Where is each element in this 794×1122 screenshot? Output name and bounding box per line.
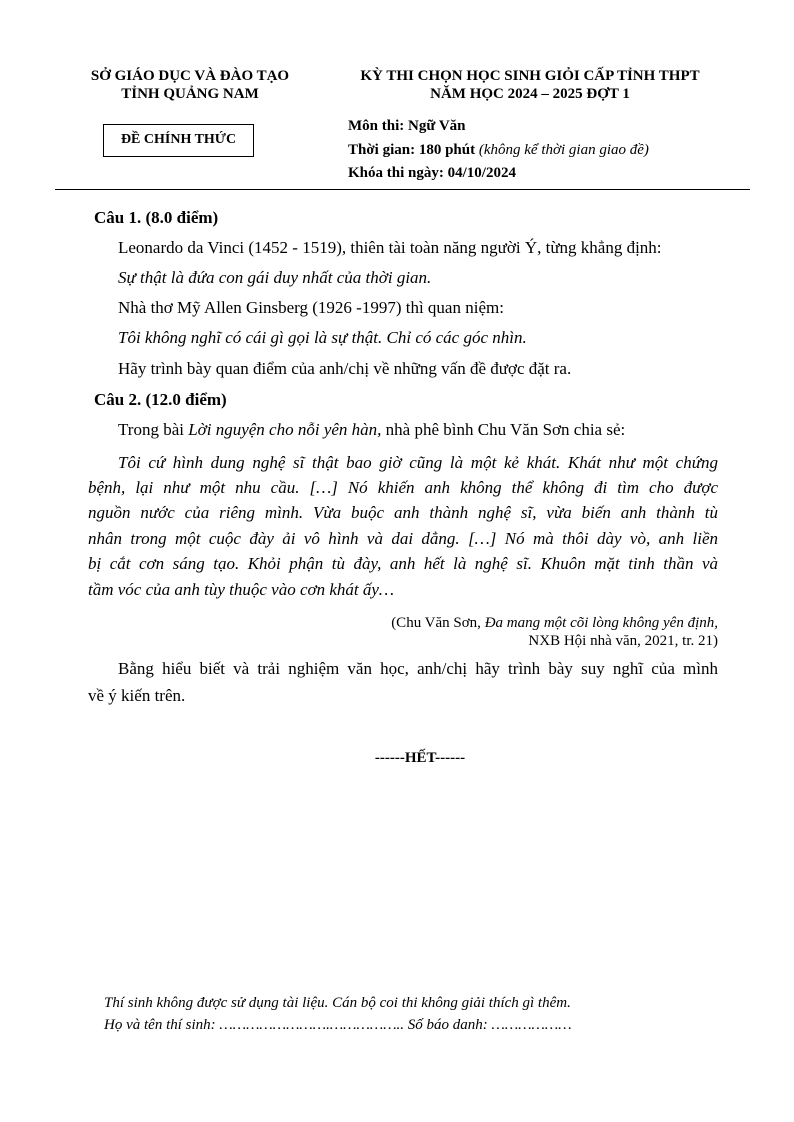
question-1-task: Hãy trình bày quan điểm của anh/chị về những vấn đề được đặt ra. [118,359,572,378]
quote-line-5: bị cắt cơn sáng tạo. Khỏi phận tù đày, anh hết là nghệ sĩ. Khuôn mặt tinh thần và [88,554,718,573]
intro-work-title: Lời nguyện cho nỗi yên hàn, [188,420,382,439]
source-book-title: Đa mang một cõi lòng không yên định, [484,615,718,631]
question-1-title: Câu 1. (8.0 điểm) [94,208,219,227]
question-2-task-line-2: về ý kiến trên. [88,686,186,705]
date-value: 04/10/2024 [447,165,516,181]
quote-line-2: bệnh, lại như một nhu cầu. […] Nó khiến anh không thể không đi tìm cho được [88,478,718,497]
official-exam-box [103,124,254,157]
question-1-quote-1: Sự thật là đứa con gái duy nhất của thời gian. [118,268,432,287]
intro-suffix: nhà phê bình Chu Văn Sơn chia sẻ: [385,420,626,439]
time-value: 180 phút [418,142,476,158]
question-1-line-2: Nhà thơ Mỹ Allen Ginsberg (1926 -1997) thì quan niệm: [118,298,504,317]
header-divider [55,189,750,190]
quote-source [300,614,718,650]
department-line-2: TỈNH QUẢNG NAM [121,86,259,102]
end-marker: ------HẾT------ [374,750,466,766]
question-2-intro [118,417,625,442]
source-line-2: NXB Hội nhà văn, 2021, tr. 21) [528,633,718,649]
official-exam-label: ĐỀ CHÍNH THỨC [120,132,237,147]
time-line [348,141,649,159]
subject-line [348,117,466,135]
time-label: Thời gian: [348,142,416,158]
source-line-1 [300,614,718,632]
subject-label: Môn thi: [348,118,405,134]
exam-title-line-2: NĂM HỌC 2024 – 2025 ĐỢT 1 [430,86,630,102]
subject-value: Ngữ Văn [408,118,466,134]
question-1-quote-2: Tôi không nghĩ có cái gì gọi là sự thật. Chỉ có các góc nhìn. [118,328,527,347]
question-2-task-line-1: Bằng hiểu biết và trải nghiệm văn học, anh/chị hãy trình bày suy nghĩ của mình [118,659,718,678]
intro-prefix: Trong bài [118,420,184,439]
quote-line-4: nhân trong một cuộc đày ải vô hình và dai dẳng. […] Nó mà thôi dày vò, anh liền [88,529,718,548]
question-2-title: Câu 2. (12.0 điểm) [94,390,227,409]
date-line [348,164,516,182]
department-line-1: SỞ GIÁO DỤC VÀ ĐÀO TẠO [90,68,290,84]
source-prefix: (Chu Văn Sơn, [391,615,481,631]
question-1-line-1: Leonardo da Vinci (1452 - 1519), thiên tài toàn năng người Ý, từng khẳng định: [118,238,662,257]
exam-title [320,67,740,103]
quote-line-3: nguồn nước của riêng mình. Vừa buộc anh thành nghệ sĩ, vừa biến anh thành tù [88,503,718,522]
quote-line-6: tầm vóc của anh tùy thuộc vào cơn khát ấy… [88,580,395,599]
candidate-info-line: Họ và tên thí sinh: …………………….…………….. Số báo danh: ……………… [104,1017,572,1033]
time-note: (không kể thời gian giao đề) [478,142,649,158]
date-label: Khóa thi ngày: [348,165,444,181]
department-name [60,67,320,103]
exam-title-line-1: KỲ THI CHỌN HỌC SINH GIỎI CẤP TỈNH THPT [360,68,700,84]
footer-note: Thí sinh không được sử dụng tài liệu. Cán bộ coi thi không giải thích gì thêm. [104,995,571,1011]
quote-line-1: Tôi cứ hình dung nghệ sĩ thật bao giờ cũng là một kẻ khát. Khát như một chứng [118,453,718,472]
